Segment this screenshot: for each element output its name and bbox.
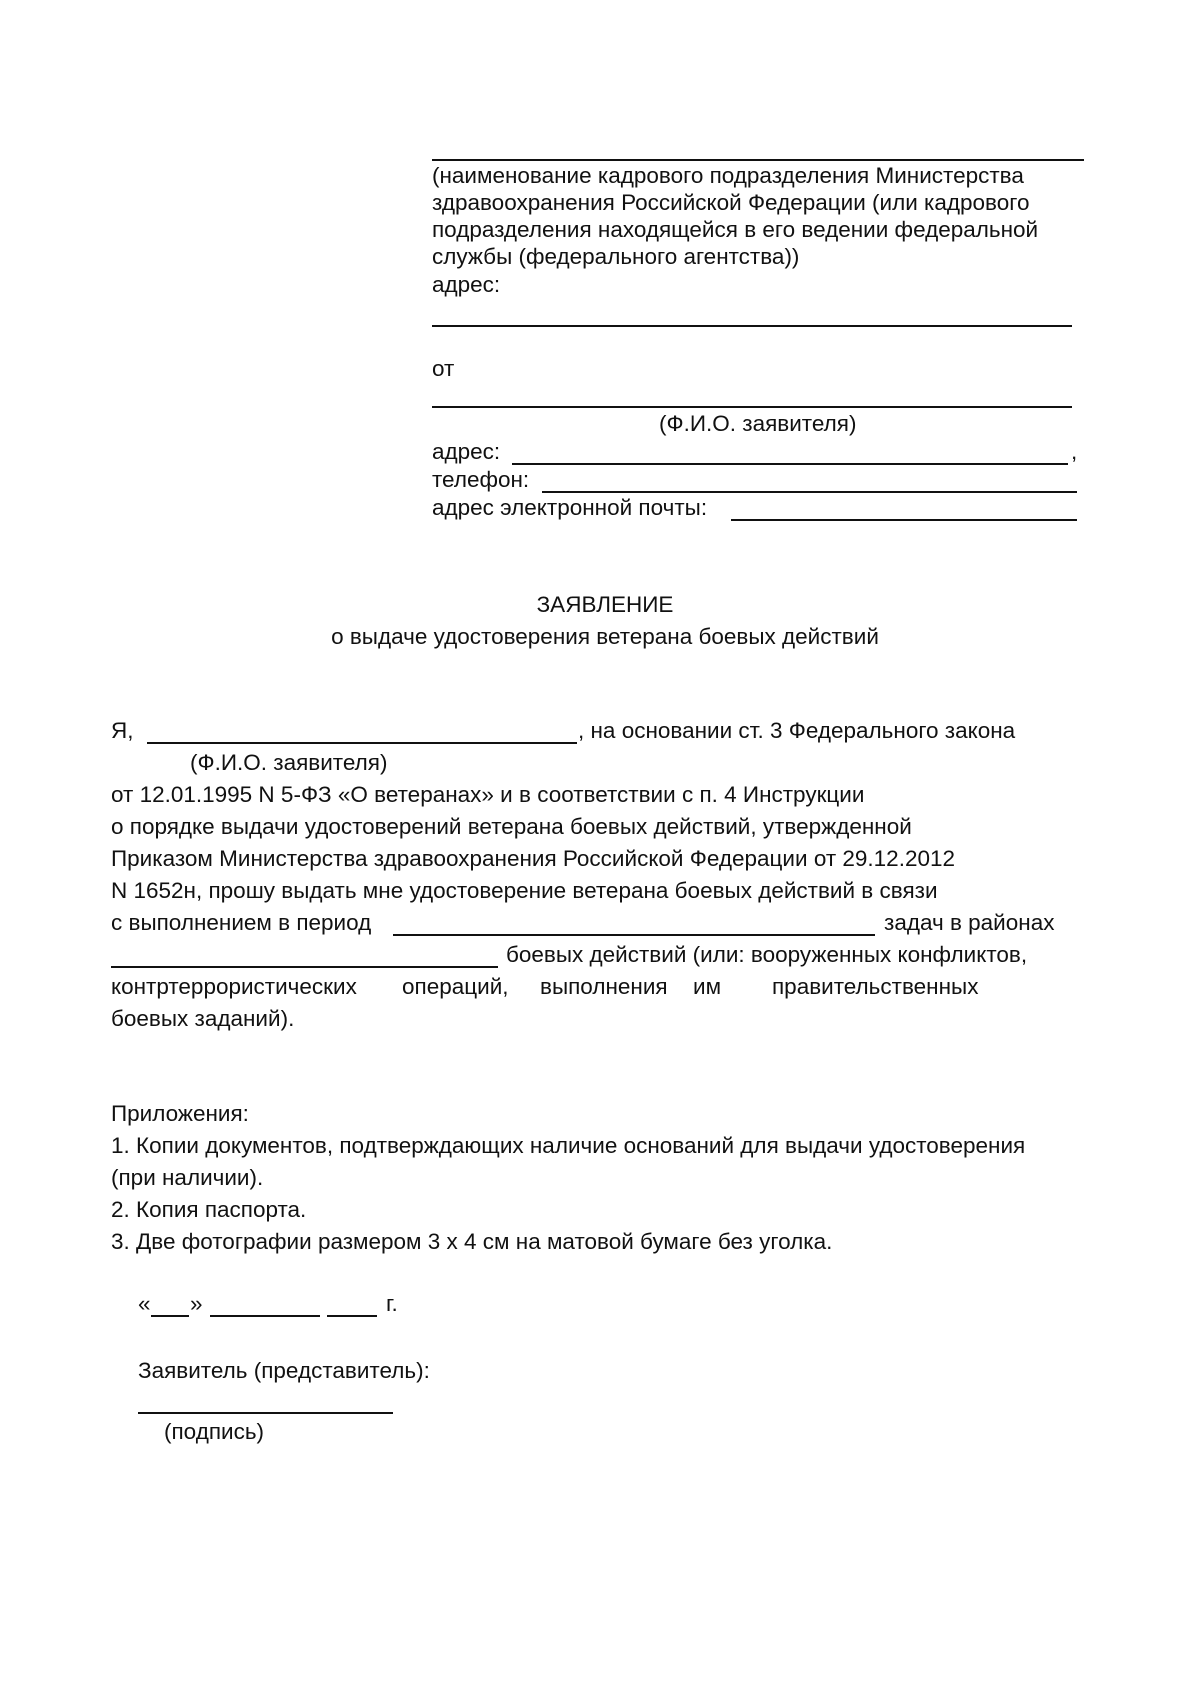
body-line-5: Приказом Министерства здравоохранения Российской Федерации от 29.12.2012 bbox=[111, 846, 956, 871]
applicant-fio-hint: (Ф.И.О. заявителя) bbox=[659, 411, 857, 436]
date-year-suffix: г. bbox=[386, 1291, 398, 1316]
email-label: адрес электронной почты: bbox=[432, 495, 708, 520]
attachment-item-3: 3. Две фотографии размером 3 х 4 см на матовой бумаге без уголка. bbox=[111, 1229, 833, 1254]
dept-hint-line-4: службы (федерального агентства)) bbox=[432, 244, 800, 269]
body-line-9-word-2: операций, bbox=[402, 974, 509, 999]
phone-field-line[interactable] bbox=[542, 491, 1077, 493]
date-open-quote: « bbox=[138, 1291, 151, 1316]
body-line-3: от 12.01.1995 N 5-ФЗ «О ветеранах» и в соответствии с п. 4 Инструкции bbox=[111, 782, 865, 807]
from-label: от bbox=[432, 356, 455, 381]
body-line-9-word-3: выполнения bbox=[540, 974, 668, 999]
attachment-item-2: 2. Копия паспорта. bbox=[111, 1197, 307, 1222]
dept-hint-line-1: (наименование кадрового подразделения Министерства bbox=[432, 163, 1024, 188]
date-year-field-line[interactable] bbox=[327, 1315, 377, 1317]
dept-hint-line-2: здравоохранения Российской Федерации (или кадрового bbox=[432, 190, 1030, 215]
document-title: ЗАЯВЛЕНИЕ bbox=[536, 592, 674, 617]
dept-address-label: адрес: bbox=[432, 272, 501, 297]
signature-hint: (подпись) bbox=[164, 1419, 265, 1444]
body-line-7-end: задач в районах bbox=[884, 910, 1055, 935]
body-line-1-start: Я, bbox=[111, 718, 134, 743]
signer-label: Заявитель (представитель): bbox=[138, 1358, 430, 1383]
phone-label: телефон: bbox=[432, 467, 530, 492]
dept-hint-line-3: подразделения находящейся в его ведении федеральной bbox=[432, 217, 1039, 242]
email-field-line[interactable] bbox=[731, 519, 1077, 521]
date-month-field-line[interactable] bbox=[210, 1315, 320, 1317]
body-line-9-word-5: правительственных bbox=[772, 974, 979, 999]
period-field-line[interactable] bbox=[393, 934, 875, 936]
body-line-8-end: боевых действий (или: вооруженных конфликтов, bbox=[506, 942, 1028, 967]
applicant-name-field-line[interactable] bbox=[432, 406, 1072, 408]
body-line-9-word-4: им bbox=[693, 974, 722, 999]
body-line-7-start: с выполнением в период bbox=[111, 910, 372, 935]
body-line-4: о порядке выдачи удостоверений ветерана боевых действий, утвержденной bbox=[111, 814, 912, 839]
attachment-item-1-line-1: 1. Копии документов, подтверждающих наличие оснований для выдачи удостоверения bbox=[111, 1133, 1026, 1158]
body-line-9-word-1: контртеррористических bbox=[111, 974, 357, 999]
date-close-quote: » bbox=[190, 1291, 203, 1316]
document-subtitle: о выдаче удостоверения ветерана боевых действий bbox=[331, 624, 879, 649]
attachments-label: Приложения: bbox=[111, 1101, 249, 1126]
body-fio-hint: (Ф.И.О. заявителя) bbox=[190, 750, 388, 775]
body-line-6: N 1652н, прошу выдать мне удостоверение ветерана боевых действий в связи bbox=[111, 878, 938, 903]
dept-name-field-line[interactable] bbox=[432, 159, 1084, 161]
body-applicant-name-field-line[interactable] bbox=[147, 742, 577, 744]
region-field-line[interactable] bbox=[111, 966, 498, 968]
body-line-10: боевых заданий). bbox=[111, 1006, 295, 1031]
date-day-field-line[interactable] bbox=[151, 1315, 189, 1317]
applicant-address-field-line[interactable] bbox=[512, 463, 1068, 465]
body-line-1-end: , на основании ст. 3 Федерального закона bbox=[578, 718, 1016, 743]
attachment-item-1-line-2: (при наличии). bbox=[111, 1165, 264, 1190]
dept-address-field-line[interactable] bbox=[432, 325, 1072, 327]
signature-field-line[interactable] bbox=[138, 1412, 393, 1414]
applicant-address-comma: , bbox=[1071, 439, 1078, 464]
applicant-address-label: адрес: bbox=[432, 439, 501, 464]
